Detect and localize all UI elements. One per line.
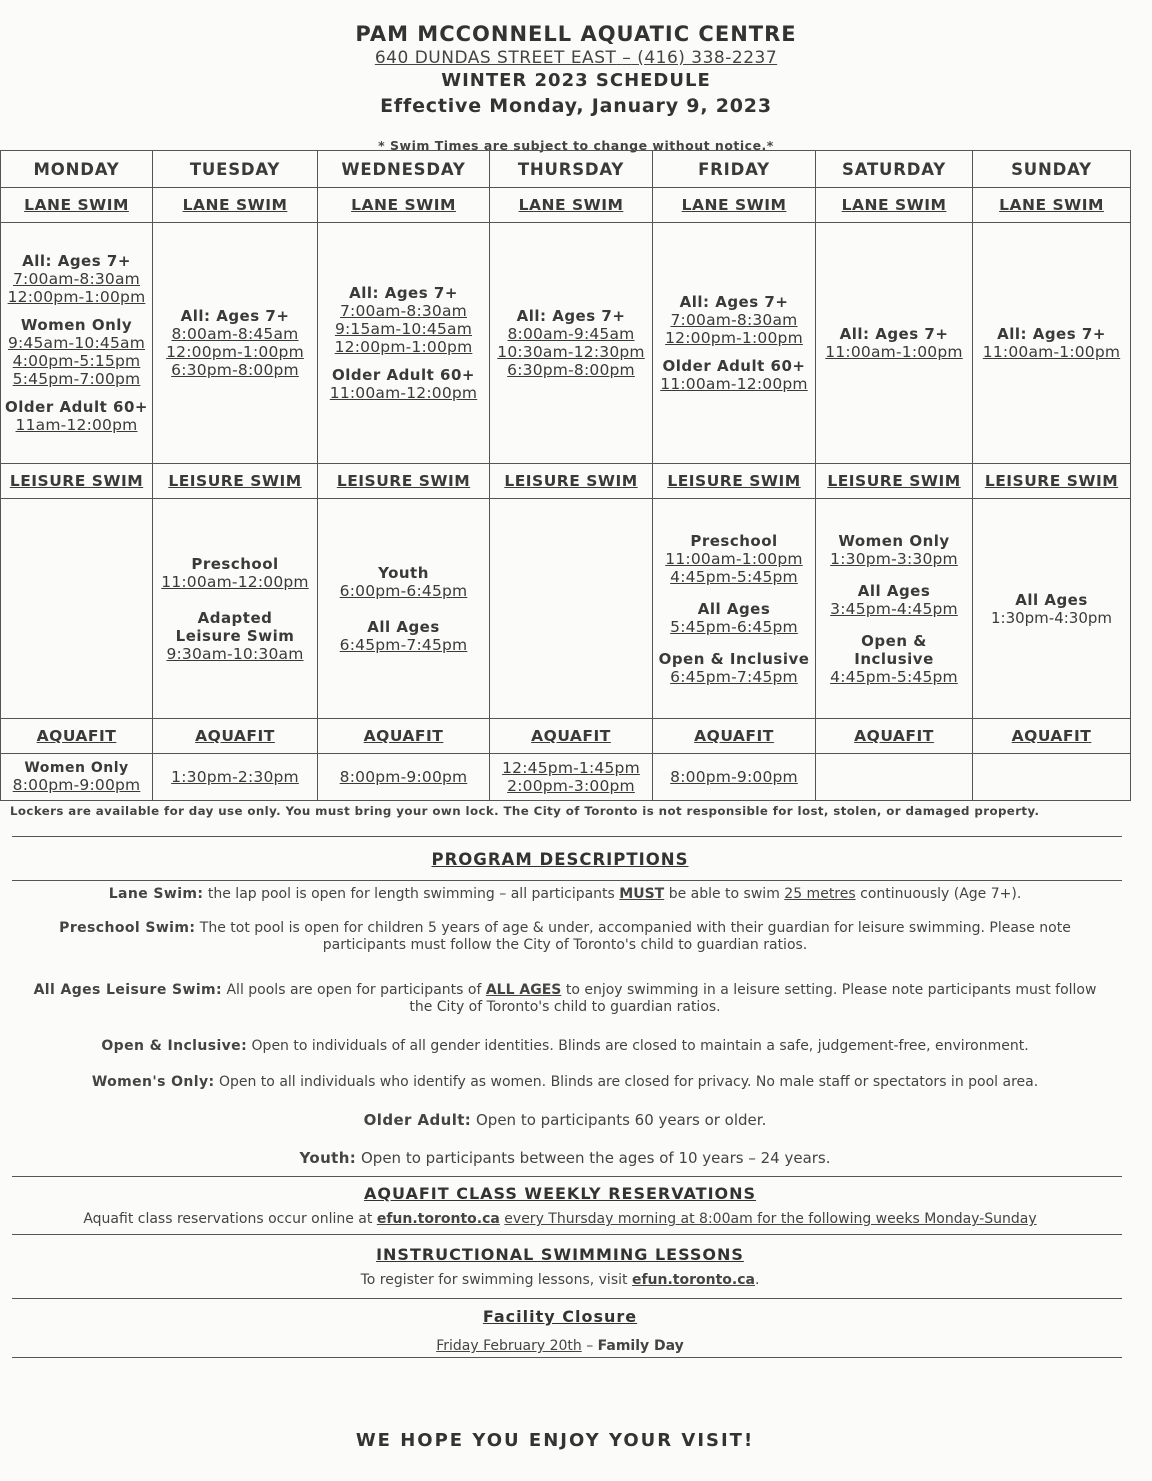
desc-text: continuously (Age 7+).	[860, 886, 1022, 902]
centre-name: PAM MCCONNELL AQUATIC CENTRE	[355, 22, 797, 46]
time-slot: 5:45pm-7:00pm	[12, 370, 141, 388]
group-label: All Ages	[697, 599, 771, 618]
group-label: All Ages	[367, 617, 440, 636]
lane-swim-header-row	[1, 188, 1131, 223]
group-label: Open & Inclusive	[854, 631, 934, 668]
leisure-swim-header-row	[1, 464, 1131, 499]
lane-tuesday	[153, 223, 318, 464]
group-label: Preschool	[690, 531, 778, 550]
efun-link[interactable]: efun.toronto.ca	[376, 1211, 500, 1227]
section-label: LEISURE SWIM	[653, 464, 816, 499]
group-label: Women Only	[838, 531, 950, 550]
lane-sunday	[973, 223, 1131, 464]
time-slot: 11am-12:00pm	[15, 416, 138, 434]
group-label: Adapted Leisure Swim	[175, 608, 295, 645]
day-header: THURSDAY	[490, 151, 653, 188]
schedule-title: WINTER 2023 SCHEDULE	[441, 70, 711, 91]
time-slot: 12:45pm-1:45pm	[502, 759, 640, 777]
section-label: LANE SWIM	[490, 188, 653, 223]
group-label: All: Ages 7+	[839, 325, 949, 343]
group-label: Preschool	[191, 554, 279, 573]
leisure-swim-times-row	[1, 499, 1131, 719]
section-text: Aquafit class reservations occur online at	[83, 1211, 373, 1227]
section-label: AQUAFIT	[653, 719, 816, 754]
time-slot: 7:00am-8:30am	[670, 311, 798, 329]
section-label: AQUAFIT	[490, 719, 653, 754]
desc-text: Open to participants 60 years or older.	[475, 1111, 767, 1129]
leisure-sunday	[973, 499, 1131, 719]
time-slot: 8:00pm-9:00pm	[339, 768, 468, 786]
day-header: SUNDAY	[973, 151, 1131, 188]
desc-key: Women's Only:	[91, 1074, 215, 1090]
group-label: All Ages	[857, 581, 931, 600]
group-label: All: Ages 7+	[997, 325, 1106, 343]
leisure-tuesday	[153, 499, 318, 719]
program-descriptions-title: PROGRAM DESCRIPTIONS	[431, 850, 689, 869]
time-slot: 9:15am-10:45am	[334, 320, 473, 338]
time-slot: 11:00am-1:00pm	[665, 549, 803, 568]
aquafit-wednesday	[318, 754, 490, 801]
leisure-monday	[1, 499, 153, 719]
desc-text: Open to all individuals who identify as women. Blinds are closed for privacy. No male staff or spectators in pool area.	[218, 1074, 1039, 1090]
time-slot: 11:00am-12:00pm	[329, 384, 478, 402]
day-header: TUESDAY	[153, 151, 318, 188]
leisure-saturday	[816, 499, 973, 719]
desc-womens-only	[20, 1074, 1110, 1091]
aquafit-saturday	[816, 754, 973, 801]
section-label: LEISURE SWIM	[973, 464, 1131, 499]
group-label: Older Adult 60+	[662, 357, 806, 375]
divider	[12, 1298, 1122, 1299]
lane-swim-times-row	[1, 223, 1131, 464]
time-slot: 7:00am-8:30am	[12, 270, 140, 288]
time-slot: 2:00pm-3:00pm	[507, 777, 635, 795]
section-text: every Thursday morning at 8:00am for the following weeks Monday-Sunday	[504, 1211, 1037, 1227]
schedule-table	[0, 150, 1131, 801]
divider	[12, 836, 1122, 837]
leisure-wednesday	[318, 499, 490, 719]
aquafit-friday	[653, 754, 816, 801]
desc-key: Open & Inclusive:	[101, 1038, 248, 1054]
time-slot: 8:00am-8:45am	[171, 325, 299, 343]
closure-event: Family Day	[597, 1338, 684, 1354]
time-slot: 6:00pm-6:45pm	[339, 581, 468, 600]
time-slot: 3:45pm-4:45pm	[830, 599, 958, 618]
section-label: LANE SWIM	[653, 188, 816, 223]
address-separator: –	[622, 48, 632, 68]
time-slot: 9:45am-10:45am	[7, 334, 146, 352]
effective-date: Effective Monday, January 9, 2023	[380, 95, 772, 117]
time-slot: 8:00pm-9:00pm	[670, 768, 798, 786]
section-label: LANE SWIM	[153, 188, 318, 223]
group-label: All: Ages 7+	[349, 284, 458, 302]
time-slot: 1:30pm-3:30pm	[830, 549, 958, 568]
desc-text: to enjoy swimming in a leisure setting. Please note participants must follow the City of Toronto's child to guardian ratios.	[409, 982, 1097, 1015]
time-slot: 11:00am-1:00pm	[982, 343, 1121, 361]
lane-wednesday	[318, 223, 490, 464]
section-label: LEISURE SWIM	[318, 464, 490, 499]
lane-thursday	[490, 223, 653, 464]
desc-lane-swim	[20, 886, 1110, 903]
street-address: 640 DUNDAS STREET EAST	[374, 48, 617, 68]
lane-monday	[1, 223, 153, 464]
section-label: AQUAFIT	[973, 719, 1131, 754]
closure-date: Friday February 20th	[436, 1338, 582, 1354]
section-text: .	[754, 1272, 760, 1288]
group-label: All: Ages 7+	[22, 252, 131, 270]
time-slot: 6:30pm-8:00pm	[507, 361, 635, 379]
lockers-notice: Lockers are available for day use only. You must bring your own lock. The City of Toronto is not responsible for lost, stolen, or damaged property.	[10, 804, 1040, 818]
section-text: To register for swimming lessons, visit	[360, 1272, 628, 1288]
aquafit-reservations-text	[0, 1211, 1120, 1227]
section-label: LANE SWIM	[318, 188, 490, 223]
desc-key: All Ages Leisure Swim:	[33, 982, 223, 998]
time-slot: 11:00am-12:00pm	[660, 375, 808, 393]
section-label: LEISURE SWIM	[1, 464, 153, 499]
section-label: LANE SWIM	[816, 188, 973, 223]
time-slot: 12:00pm-1:00pm	[665, 329, 803, 347]
group-label: Women Only	[20, 316, 133, 334]
group-label: Women Only	[24, 760, 129, 776]
time-slot: 11:00am-1:00pm	[825, 343, 963, 361]
time-slot: 10:30am-12:30pm	[497, 343, 645, 361]
swimming-lessons-title: INSTRUCTIONAL SWIMMING LESSONS	[376, 1245, 744, 1264]
group-label: All Ages	[1015, 590, 1088, 609]
desc-key: Youth:	[299, 1149, 357, 1167]
section-label: AQUAFIT	[318, 719, 490, 754]
divider	[12, 880, 1122, 881]
divider	[12, 1176, 1122, 1177]
group-label: Older Adult 60+	[5, 398, 148, 416]
time-slot: 11:00am-12:00pm	[161, 572, 309, 591]
address-line	[0, 48, 1152, 68]
swimming-lessons-text	[0, 1272, 1120, 1288]
desc-open-inclusive	[20, 1038, 1110, 1055]
time-slot: 8:00pm-9:00pm	[12, 776, 141, 794]
section-label: AQUAFIT	[153, 719, 318, 754]
leisure-friday	[653, 499, 816, 719]
desc-older-adult	[20, 1112, 1110, 1129]
aquafit-times-row	[1, 754, 1131, 801]
section-label: LANE SWIM	[1, 188, 153, 223]
lane-saturday	[816, 223, 973, 464]
time-slot: 12:00pm-1:00pm	[166, 343, 304, 361]
time-slot: 4:45pm-5:45pm	[830, 667, 958, 686]
group-label: Older Adult 60+	[332, 366, 475, 384]
time-slot: 7:00am-8:30am	[339, 302, 467, 320]
desc-emphasis: MUST	[619, 886, 665, 902]
leisure-thursday	[490, 499, 653, 719]
day-header: SATURDAY	[816, 151, 973, 188]
lane-friday	[653, 223, 816, 464]
divider	[12, 1357, 1122, 1358]
desc-key: Lane Swim:	[108, 886, 204, 902]
change-notice: * Swim Times are subject to change without notice.*	[378, 138, 774, 153]
desc-key: Preschool Swim:	[59, 920, 196, 936]
group-label: All: Ages 7+	[180, 307, 290, 325]
desc-text: Open to individuals of all gender identities. Blinds are closed to maintain a safe, judgement-free, environment.	[251, 1038, 1029, 1054]
desc-preschool	[20, 920, 1110, 954]
time-slot: 6:45pm-7:45pm	[670, 667, 798, 686]
time-slot: 6:30pm-8:00pm	[171, 361, 299, 379]
time-slot: 1:30pm-2:30pm	[171, 768, 299, 786]
section-label: LEISURE SWIM	[153, 464, 318, 499]
group-label: All: Ages 7+	[679, 293, 789, 311]
group-label: Youth	[378, 563, 429, 582]
aquafit-tuesday	[153, 754, 318, 801]
section-label: AQUAFIT	[816, 719, 973, 754]
day-header: MONDAY	[1, 151, 153, 188]
section-label: LEISURE SWIM	[816, 464, 973, 499]
desc-emphasis: 25 metres	[784, 886, 856, 902]
day-header: FRIDAY	[653, 151, 816, 188]
group-label: All: Ages 7+	[516, 307, 626, 325]
day-header: WEDNESDAY	[318, 151, 490, 188]
document-header	[0, 18, 1152, 117]
time-slot: 9:30am-10:30am	[166, 644, 304, 663]
desc-emphasis: ALL AGES	[485, 982, 562, 998]
aquafit-reservations-title: AQUAFIT CLASS WEEKLY RESERVATIONS	[363, 1184, 757, 1203]
closure-separator: –	[586, 1338, 594, 1354]
desc-text: be able to swim	[668, 886, 780, 902]
aquafit-monday	[1, 754, 153, 801]
day-header-row	[1, 151, 1131, 188]
phone-number: (416) 338-2237	[637, 48, 778, 68]
facility-closure-title: Facility Closure	[482, 1307, 638, 1326]
time-slot: 12:00pm-1:00pm	[334, 338, 473, 356]
desc-text: Open to participants between the ages of 10 years – 24 years.	[360, 1149, 831, 1167]
desc-text: The tot pool is open for children 5 years of age & under, accompanied with their guardian for leisure swimming. Please note participants must follow the City of Toronto's child to guardian ratios.	[199, 920, 1071, 953]
efun-link[interactable]: efun.toronto.ca	[631, 1272, 755, 1288]
aquafit-thursday	[490, 754, 653, 801]
time-slot: 5:45pm-6:45pm	[670, 617, 798, 636]
desc-text: All pools are open for participants of	[226, 982, 482, 998]
aquafit-sunday	[973, 754, 1131, 801]
desc-key: Older Adult:	[363, 1111, 472, 1129]
section-label: AQUAFIT	[1, 719, 153, 754]
section-label: LEISURE SWIM	[490, 464, 653, 499]
time-slot: 4:45pm-5:45pm	[670, 567, 798, 586]
desc-text: the lap pool is open for length swimming – all participants	[207, 886, 615, 902]
aquafit-header-row	[1, 719, 1131, 754]
divider	[12, 1234, 1122, 1235]
closing-message: WE HOPE YOU ENJOY YOUR VISIT!	[355, 1430, 755, 1451]
time-slot: 6:45pm-7:45pm	[339, 635, 468, 654]
time-slot: 4:00pm-5:15pm	[12, 352, 141, 370]
facility-closure-text	[0, 1338, 1120, 1354]
desc-youth	[20, 1150, 1110, 1167]
time-slot: 1:30pm-4:30pm	[990, 608, 1113, 627]
time-slot: 8:00am-9:45am	[507, 325, 635, 343]
time-slot: 12:00pm-1:00pm	[7, 288, 146, 306]
group-label: Open & Inclusive	[658, 649, 810, 668]
desc-all-ages	[20, 982, 1110, 1016]
section-label: LANE SWIM	[973, 188, 1131, 223]
